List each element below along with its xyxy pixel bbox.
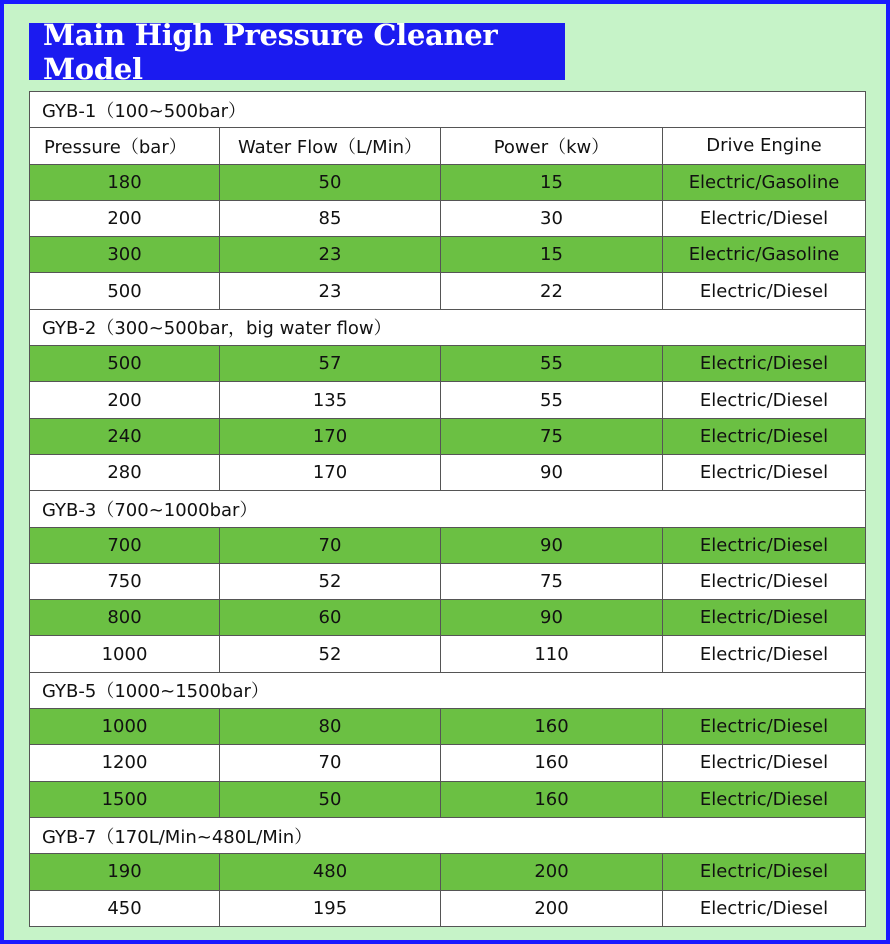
table-row xyxy=(30,237,866,273)
table-row xyxy=(30,600,866,636)
table-cell: 15 xyxy=(441,164,663,200)
table-row xyxy=(30,273,866,309)
table-cell: 160 xyxy=(441,745,663,781)
table-cell: 200 xyxy=(30,382,220,418)
table-row xyxy=(30,382,866,418)
table-cell: 135 xyxy=(220,382,441,418)
table-cell: 200 xyxy=(441,854,663,890)
group-row xyxy=(30,92,866,128)
table-cell: 800 xyxy=(30,600,220,636)
table-cell: 200 xyxy=(30,200,220,236)
table-cell: 15 xyxy=(441,237,663,273)
table-cell: 52 xyxy=(220,636,441,672)
table-cell: 60 xyxy=(220,600,441,636)
group-label: GYB-7（170L/Min~480L/Min） xyxy=(30,817,866,853)
table-cell: Electric/Diesel xyxy=(663,890,866,926)
model-table-body xyxy=(30,92,866,927)
column-header: Water Flow（L/Min） xyxy=(220,128,441,164)
table-cell: Electric/Diesel xyxy=(663,709,866,745)
table-row xyxy=(30,781,866,817)
table-row xyxy=(30,636,866,672)
table-cell: 300 xyxy=(30,237,220,273)
table-cell: 160 xyxy=(441,781,663,817)
table-row xyxy=(30,745,866,781)
table-cell: 750 xyxy=(30,563,220,599)
table-row xyxy=(30,890,866,926)
table-cell: Electric/Diesel xyxy=(663,382,866,418)
table-cell: Electric/Diesel xyxy=(663,745,866,781)
table-row xyxy=(30,418,866,454)
table-cell: Electric/Diesel xyxy=(663,454,866,490)
table-cell: Electric/Diesel xyxy=(663,563,866,599)
table-row xyxy=(30,709,866,745)
table-cell: 1500 xyxy=(30,781,220,817)
table-cell: 1000 xyxy=(30,636,220,672)
table-cell: 55 xyxy=(441,346,663,382)
table-cell: 195 xyxy=(220,890,441,926)
table-cell: Electric/Diesel xyxy=(663,418,866,454)
table-cell: Electric/Diesel xyxy=(663,854,866,890)
table-cell: 80 xyxy=(220,709,441,745)
table-cell: 190 xyxy=(30,854,220,890)
table-row xyxy=(30,346,866,382)
table-row xyxy=(30,200,866,236)
table-row xyxy=(30,164,866,200)
table-cell: Electric/Diesel xyxy=(663,527,866,563)
group-label: GYB-2（300~500bar，big water flow） xyxy=(30,309,866,345)
table-row xyxy=(30,454,866,490)
group-row xyxy=(30,309,866,345)
table-cell: 480 xyxy=(220,854,441,890)
table-cell: 90 xyxy=(441,600,663,636)
table-cell: 160 xyxy=(441,709,663,745)
table-cell: Electric/Diesel xyxy=(663,346,866,382)
column-header: Drive Engine xyxy=(663,128,866,164)
column-header: Power（kw） xyxy=(441,128,663,164)
group-label: GYB-1（100~500bar） xyxy=(30,92,866,128)
table-cell: Electric/Diesel xyxy=(663,600,866,636)
table-cell: 280 xyxy=(30,454,220,490)
table-cell: 200 xyxy=(441,890,663,926)
table-cell: 52 xyxy=(220,563,441,599)
table-cell: 240 xyxy=(30,418,220,454)
table-cell: 90 xyxy=(441,527,663,563)
table-cell: 55 xyxy=(441,382,663,418)
table-row xyxy=(30,563,866,599)
table-cell: 70 xyxy=(220,745,441,781)
header-row xyxy=(30,128,866,164)
table-cell: 500 xyxy=(30,346,220,382)
model-table xyxy=(29,91,866,927)
table-cell: 50 xyxy=(220,781,441,817)
table-cell: Electric/Gasoline xyxy=(663,237,866,273)
table-cell: Electric/Diesel xyxy=(663,781,866,817)
group-label: GYB-3（700~1000bar） xyxy=(30,491,866,527)
table-row xyxy=(30,527,866,563)
table-cell: 170 xyxy=(220,454,441,490)
table-cell: 50 xyxy=(220,164,441,200)
table-cell: 85 xyxy=(220,200,441,236)
page-title: Main High Pressure Cleaner Model xyxy=(29,23,565,80)
table-cell: 75 xyxy=(441,418,663,454)
table-cell: 23 xyxy=(220,237,441,273)
table-cell: 90 xyxy=(441,454,663,490)
table-cell: 30 xyxy=(441,200,663,236)
table-cell: Electric/Gasoline xyxy=(663,164,866,200)
page-frame xyxy=(4,4,886,940)
table-cell: 180 xyxy=(30,164,220,200)
table-cell: 75 xyxy=(441,563,663,599)
table-cell: Electric/Diesel xyxy=(663,273,866,309)
group-row xyxy=(30,672,866,708)
table-cell: 700 xyxy=(30,527,220,563)
group-row xyxy=(30,491,866,527)
table-cell: 1000 xyxy=(30,709,220,745)
table-cell: 22 xyxy=(441,273,663,309)
table-cell: Electric/Diesel xyxy=(663,200,866,236)
table-cell: 450 xyxy=(30,890,220,926)
table-cell: 170 xyxy=(220,418,441,454)
table-cell: 23 xyxy=(220,273,441,309)
table-cell: 500 xyxy=(30,273,220,309)
group-row xyxy=(30,817,866,853)
table-cell: 1200 xyxy=(30,745,220,781)
table-cell: 57 xyxy=(220,346,441,382)
column-header: Pressure（bar） xyxy=(30,128,220,164)
table-cell: Electric/Diesel xyxy=(663,636,866,672)
table-row xyxy=(30,854,866,890)
table-cell: 110 xyxy=(441,636,663,672)
table-cell: 70 xyxy=(220,527,441,563)
group-label: GYB-5（1000~1500bar） xyxy=(30,672,866,708)
